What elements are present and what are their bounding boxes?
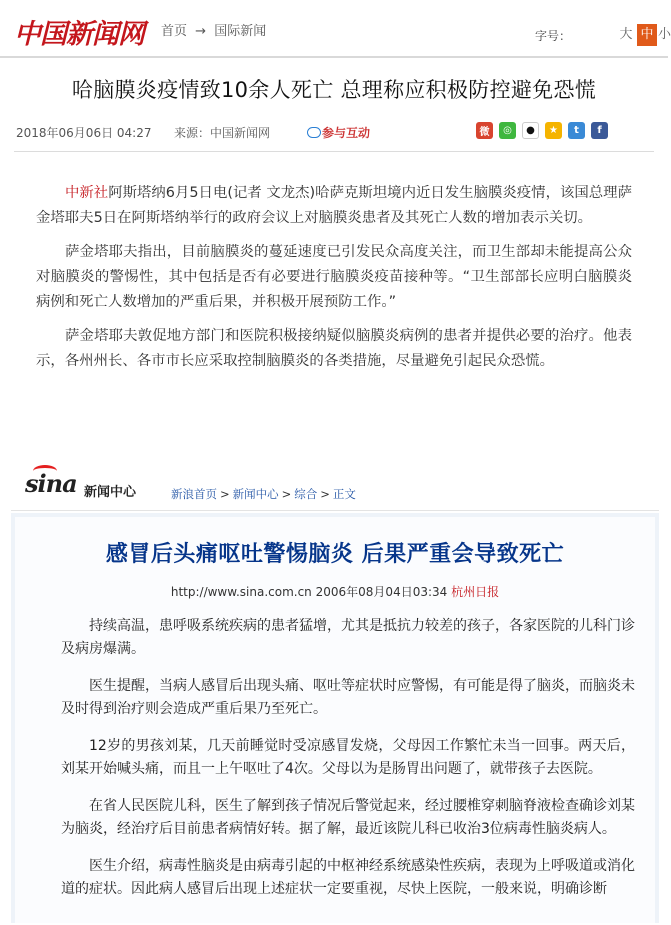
article-title: 哈脑膜炎疫情致10余人死亡 总理称应积极防控避免恐慌 [71, 78, 597, 102]
sina-header [11, 463, 659, 511]
sina-crumb-home[interactable]: 新浪首页 [171, 487, 217, 501]
sina-article-body [61, 615, 635, 915]
breadcrumb-arrow-icon: → [195, 24, 207, 39]
sina-date: 2006年08月04日03:34 [315, 585, 448, 599]
chinanews-logo[interactable]: 中国新闻网 [14, 19, 144, 50]
weibo-icon[interactable]: 微 [476, 122, 493, 139]
site-header [0, 0, 671, 58]
font-size-control [534, 24, 671, 46]
sina-paragraph: 12岁的男孩刘某，几天前睡觉时受凉感冒发烧，父母因工作繁忙未当一回事。两天后，刘某开始喊头痛，而且一上午呕吐了4次。父母以为是肠胃出问题了，就带孩子去医院。 [61, 738, 635, 777]
font-size-large-button[interactable]: 大 [619, 27, 633, 42]
article-paragraph [36, 181, 632, 231]
article-paragraph: 萨金塔耶夫敦促地方部门和医院积极接纳疑似脑膜炎病例的患者并提供必要的治疗。他表示，各州州长、各市市长应采取控制脑膜炎的各类措施，尽量避免引起民众恐慌。 [36, 328, 632, 369]
comment-bubble-icon [307, 127, 321, 138]
breadcrumb-section-link[interactable]: 国际新闻 [214, 24, 267, 39]
sina-article-meta [15, 583, 655, 600]
paragraph-text: 阿斯塔纳6月5日电(记者 文龙杰)哈萨克斯坦境内近日发生脑膜炎疫情，该国总理萨金塔耶夫5日在阿斯塔纳举行的政府会议上对脑膜炎患者及其死亡人数的增加表示关切。 [36, 185, 632, 226]
qq-icon[interactable]: ● [522, 122, 539, 139]
sina-paragraph: 医生提醒，当病人感冒后出现头痛、呕吐等症状时应警惕，有可能是得了脑炎，而脑炎未及时得到治疗则会造成严重后果乃至死亡。 [61, 678, 635, 717]
sina-article [15, 517, 655, 923]
font-size-medium-button[interactable]: 中 [637, 24, 657, 46]
interact-label: 参与互动 [322, 126, 371, 140]
sina-logo[interactable]: sina [25, 469, 77, 498]
font-size-label: 字号： [534, 28, 571, 43]
share-bar [476, 122, 608, 139]
sina-crumb-general[interactable]: 综合 [294, 487, 318, 501]
sina-channel-name: 新闻中心 [84, 485, 137, 500]
agency-link[interactable]: 中新社 [65, 185, 109, 201]
sina-crumb-news[interactable]: 新闻中心 [232, 487, 279, 501]
embedded-sina-screenshot [11, 463, 659, 923]
interact-link[interactable] [307, 124, 370, 141]
article-date: 2018年06月06日 04:27 [16, 126, 152, 140]
tencent-weibo-icon[interactable]: t [568, 122, 585, 139]
sina-paragraph: 在省人民医院儿科，医生了解到孩子情况后警觉起来，经过腰椎穿刺脑脊液检查确诊刘某为脑炎，经治疗后目前患者病情好转。据了解，最近该院儿科已收治3位病毒性脑炎病人。 [61, 798, 635, 837]
article-body [36, 181, 632, 383]
qzone-icon[interactable]: ★ [545, 122, 562, 139]
article-meta [14, 122, 654, 152]
sina-article-title: 感冒后头痛呕吐警惕脑炎 后果严重会导致死亡 [105, 542, 565, 567]
facebook-icon[interactable]: f [591, 122, 608, 139]
breadcrumb-home-link[interactable]: 首页 [161, 24, 188, 39]
font-size-small-button[interactable]: 小 [658, 27, 671, 42]
wechat-icon[interactable]: ◎ [499, 122, 516, 139]
sina-url: http://www.sina.com.cn [170, 585, 312, 599]
sina-eye-icon [33, 465, 57, 477]
sina-crumb-current[interactable]: 正文 [332, 487, 356, 501]
sina-article-panel [11, 513, 659, 923]
sina-paragraph: 医生介绍，病毒性脑炎是由病毒引起的中枢神经系统感染性疾病，表现为上呼吸道或消化道的症状。因此病人感冒后出现上述症状一定要重视，尽快上医院，一般来说，明确诊断 [61, 858, 635, 897]
sina-breadcrumb: 新浪首页 > 新闻中心 > 综合 > 正文 [171, 487, 356, 501]
sina-publisher-link[interactable]: 杭州日报 [451, 585, 500, 599]
article-source: 来源：中国新闻网 [174, 126, 271, 140]
sina-paragraph: 持续高温，患呼吸系统疾病的患者猛增，尤其是抵抗力较差的孩子，各家医院的儿科门诊及病房爆满。 [61, 618, 635, 657]
breadcrumb [161, 20, 270, 39]
article-paragraph: 萨金塔耶夫指出，目前脑膜炎的蔓延速度已引发民众高度关注，而卫生部却未能提高公众对脑膜炎的警惕性，其中包括是否有必要进行脑膜炎疫苗接种等。“卫生部部长应明白脑膜炎病例和死亡人数增加的严重后果，并积极开展预防工作。” [36, 244, 632, 310]
